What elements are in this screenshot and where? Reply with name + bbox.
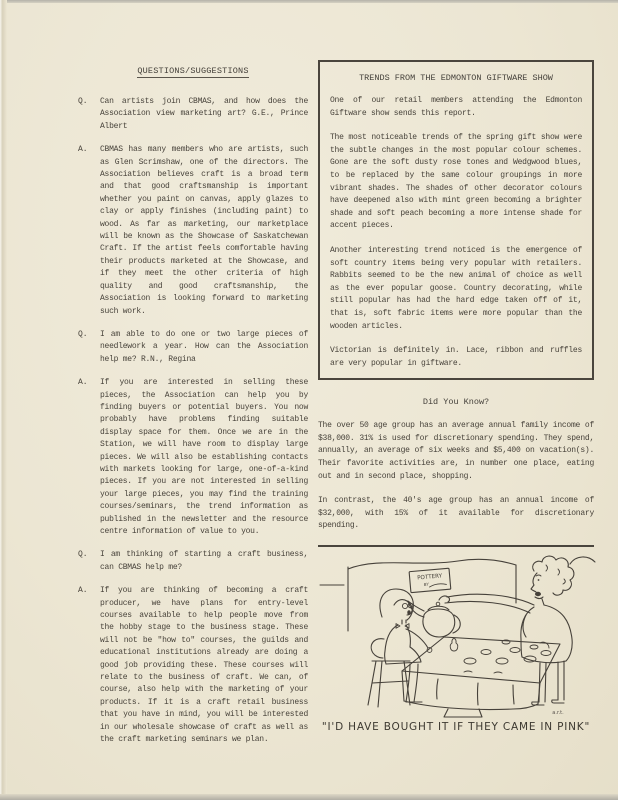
pottery-sign-by: BY (423, 581, 429, 587)
qa-item (78, 377, 308, 538)
pottery-items (450, 639, 551, 674)
answer-text: If you are interested in selling these pieces, the Association can help you by finding buyers or potential buyers. You now probably have problems finding suitable display space for them. Once we are in the Station, we will have room to display large pieces. We will also be establishing contacts with markets looking for large, one-of-a-kind pieces. If you are not interested in selling your large pieces, you may find the training courses/seminars, the trend information as published in the newsletter and the resource centre information of value to you. (100, 378, 308, 536)
question-label: Q. (78, 329, 88, 339)
cartoon-caption: "I'D HAVE BOUGHT IT IF THEY CAME IN PINK" (321, 721, 591, 734)
answer-label: A. (78, 378, 88, 388)
qa-item (78, 144, 308, 318)
qa-item (78, 329, 308, 366)
answer-label: A. (78, 586, 88, 596)
questions-column (78, 66, 308, 758)
cartoon-standing-woman (439, 556, 574, 716)
cartoon-teapot (408, 601, 460, 637)
scan-edge-top (0, 0, 618, 3)
section-divider (318, 545, 594, 547)
questions-title: QUESTIONS/SUGGESTIONS (137, 66, 249, 76)
paragraph: Another interesting trend noticed is the emergence of soft country items being very popular with retailers. Rabbits seemed to be the new animal of choice as well as the ever popular goose. Country decorating, while still popular has had the hard edge taken off of it, that is, soft fabric items were more popular than the wooden articles. (330, 245, 582, 331)
paragraph: In contrast, the 40's age group has an annual income of $32,000, with 15% of it available for discretionary spending. (318, 496, 594, 531)
pottery-sign-text: POTTERY (416, 573, 443, 582)
answer-label: A. (78, 145, 88, 155)
question-text: I am able to do one or two large pieces of needlework a year. How can the Association help me? R.N., Regina (100, 329, 308, 364)
paragraph: The most noticeable trends of the spring gift show were the subtle changes in the most popular colour schemes. Gone are the soft dusty rose tones and Wedgwood blues, to be replaced by the same colour groupings in more vibrant shades. The shades of other decorator colours have deepened also with mint green becoming a brighter shade and soft peach becoming a more intense shade for accent pieces. (330, 133, 582, 231)
paragraph: One of our retail members attending the Edmonton Giftware show sends this report. (330, 96, 582, 118)
question-text: Can artists join CBMAS, and how does the Association view marketing art? G.E., Prince Albert (100, 97, 308, 131)
paragraph: The over 50 age group has an average annual family income of $38,000. 31% is used for discretionary spending. They spend, annually, an average of six weeks and $5,400 on vacation(s). Their favorite activities are, in number one place, eating out and in second place, shopping. (318, 421, 594, 481)
question-label: Q. (78, 97, 88, 106)
qa-item (78, 96, 308, 133)
scan-edge-bottom (0, 794, 618, 800)
qa-item (78, 549, 308, 574)
trends-box (318, 60, 594, 380)
trends-box-title: TRENDS FROM THE EDMONTON GIFTWARE SHOW (359, 73, 553, 83)
paragraph: Victorian is definitely in. Lace, ribbon and ruffles are very popular in giftware. (330, 346, 582, 368)
qa-item (78, 585, 308, 746)
question-label: Q. (78, 550, 88, 560)
scan-edge-left (0, 0, 7, 800)
cartoon-seated-woman (380, 589, 432, 702)
answer-text: If you are thinking of becoming a craft producer, we have plans for entry-level courses available to help people move from the hobby stage to the business stage. These will not be "how to" courses, the guilds and educational institutions already are doing a good job providing these. These courses will relate to the business of craft. We can, of course, also help with the marketing of your products. If it is a craft retail business that you have in mind, you will be interested in our wholesale showcase of craft as well as the craft marketing seminars we plan. (100, 586, 308, 745)
answer-text: CBMAS has many members who are artists, such as Glen Scrimshaw, one of the directors. The Association believes craft is a broad term and that good craftsmanship is important whether you paint on canvas, apply glazes to clay or apply finishes (including paint) to wood. As far as marketing, our marketplace will be known as the Showcase of Saskatchewan Craft. If the artist feels comfortable having their products marketed at the Showcase, and if they meet the other criteria of high quality and good craftsmanship, the Association is looking forward to marketing such work. (100, 145, 308, 316)
pottery-sign (409, 568, 451, 592)
question-text: I am thinking of starting a craft business, can CBMAS help me? (100, 550, 308, 572)
trends-column (318, 60, 594, 733)
artist-signature: a.r.t. (552, 710, 564, 717)
did-you-know-title: Did You Know? (422, 397, 490, 408)
pottery-cartoon-illustration (318, 551, 598, 719)
did-you-know-section (318, 397, 594, 533)
